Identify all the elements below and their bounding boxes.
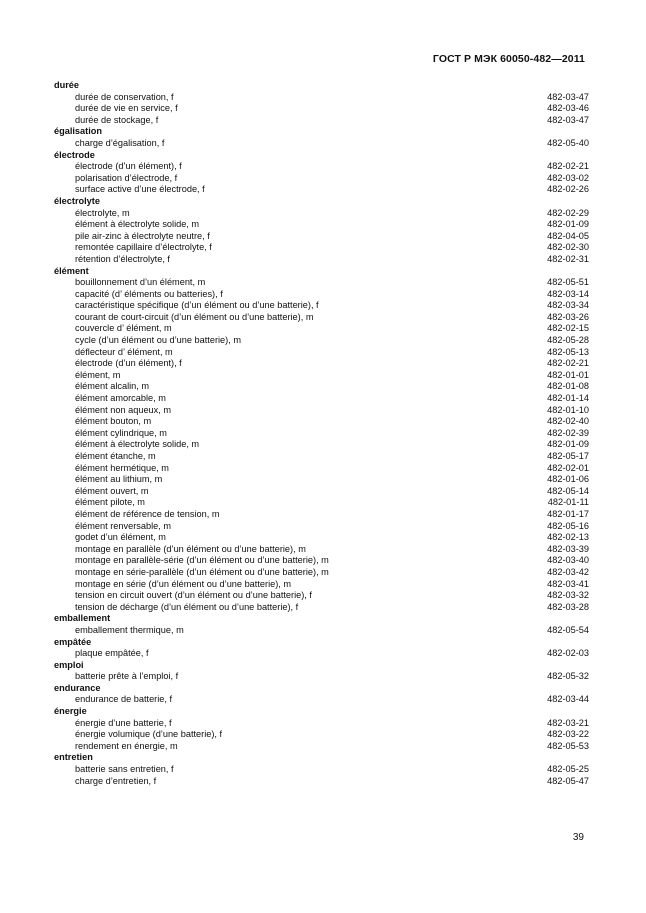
entry-text: élément bouton, m — [75, 416, 152, 427]
index-entry — [54, 729, 589, 741]
entry-code: 482-01-14 — [547, 393, 589, 404]
index-entry — [54, 567, 589, 579]
entry-text: élément à électrolyte solide, m — [75, 219, 200, 230]
entry-text: élément pilote, m — [75, 497, 145, 508]
index-entry — [54, 381, 589, 393]
index-entry — [54, 323, 589, 335]
entry-text: rendement en énergie, m — [75, 740, 178, 751]
entry-text: électrolyte, m — [75, 207, 130, 218]
entry-text: remontée capillaire d’électrolyte, f — [75, 242, 212, 253]
index-group — [54, 196, 589, 266]
index-entry — [54, 393, 589, 405]
entry-text: élément hermétique, m — [75, 462, 169, 473]
index-entry — [54, 579, 589, 591]
index-term: électrolyte — [54, 195, 100, 206]
index-entry — [54, 300, 589, 312]
index-entry — [54, 521, 589, 533]
entry-text: batterie prête à l’emploi, f — [75, 671, 179, 682]
entry-text: élément au lithium, m — [75, 474, 163, 485]
document-header: ГОСТ Р МЭК 60050-482—2011 — [432, 53, 585, 65]
index-entry — [54, 254, 589, 266]
entry-text: emballement thermique, m — [75, 624, 184, 635]
entry-code: 482-05-47 — [547, 775, 589, 786]
index-entry — [54, 416, 589, 428]
index-group — [54, 706, 589, 752]
index-entry — [54, 208, 589, 220]
index-entry — [54, 173, 589, 185]
entry-code: 482-05-25 — [547, 764, 589, 775]
entry-code: 482-02-15 — [547, 323, 589, 334]
entry-text: élément, m — [75, 369, 121, 380]
index-term: durée — [54, 80, 80, 90]
entry-code: 482-03-41 — [547, 578, 589, 589]
entry-code: 482-03-02 — [547, 172, 589, 183]
index-term: égalisation — [54, 126, 102, 137]
entry-text: montage en parallèle-série (d’un élément ou d’une batterie), m — [75, 555, 329, 566]
index-entry — [54, 92, 589, 104]
entry-text: électrode (d’un élément), f — [75, 161, 182, 172]
index-term: énergie — [54, 706, 87, 717]
index-entry — [54, 671, 589, 683]
entry-code: 482-05-54 — [547, 624, 589, 635]
entry-text: élément amorcable, m — [75, 393, 166, 404]
entry-text: tension de décharge (d’un élément ou d’une batterie), f — [75, 601, 299, 612]
term-index — [54, 80, 589, 787]
entry-code: 482-05-51 — [547, 277, 589, 288]
entry-code: 482-02-03 — [547, 648, 589, 659]
index-group — [54, 660, 589, 683]
index-entry — [54, 648, 589, 660]
index-group — [54, 126, 589, 149]
index-entry — [54, 138, 589, 150]
index-entry — [54, 347, 589, 359]
index-term: entretien — [54, 752, 93, 763]
entry-code: 482-01-17 — [547, 508, 589, 519]
index-entry — [54, 555, 589, 567]
index-group — [54, 637, 589, 660]
index-entry — [54, 590, 589, 602]
entry-text: couvercle d’ élément, m — [75, 323, 172, 334]
entry-text: montage en parallèle (d’un élément ou d’une batterie), m — [75, 543, 306, 554]
entry-code: 482-03-14 — [547, 288, 589, 299]
index-entry — [54, 231, 589, 243]
index-entry — [54, 439, 589, 451]
entry-code: 482-03-47 — [547, 114, 589, 125]
index-entry — [54, 602, 589, 614]
index-entry — [54, 764, 589, 776]
index-entry — [54, 532, 589, 544]
entry-code: 482-03-21 — [547, 717, 589, 728]
index-term: électrode — [54, 149, 95, 160]
entry-code: 482-01-11 — [547, 497, 589, 508]
entry-code: 482-03-34 — [547, 300, 589, 311]
entry-code: 482-01-06 — [547, 474, 589, 485]
entry-code: 482-05-40 — [547, 137, 589, 148]
index-entry — [54, 776, 589, 788]
index-group — [54, 613, 589, 636]
index-group — [54, 266, 589, 614]
entry-text: rétention d’électrolyte, f — [75, 253, 170, 264]
entry-code: 482-05-17 — [547, 451, 589, 461]
entry-text: déflecteur d’ élément, m — [75, 346, 173, 357]
index-group — [54, 752, 589, 787]
entry-code: 482-03-47 — [547, 91, 589, 102]
index-term: endurance — [54, 682, 101, 693]
index-group — [54, 150, 589, 196]
index-entry — [54, 463, 589, 475]
entry-text: cycle (d’un élément ou d’une batterie), m — [75, 335, 241, 346]
index-entry — [54, 486, 589, 498]
entry-text: énergie d’une batterie, f — [75, 717, 172, 728]
entry-text: godet d’un élément, m — [75, 532, 166, 543]
index-entry — [54, 694, 589, 706]
index-entry — [54, 428, 589, 440]
entry-text: élément ouvert, m — [75, 485, 149, 496]
entry-code: 482-03-44 — [547, 694, 589, 705]
entry-text: batterie sans entretien, f — [75, 764, 174, 775]
entry-code: 482-01-10 — [547, 404, 589, 415]
index-group — [54, 80, 589, 126]
entry-text: polarisation d’électrode, f — [75, 172, 178, 183]
entry-code: 482-03-46 — [547, 103, 589, 114]
entry-code: 482-03-26 — [547, 311, 589, 322]
index-entry — [54, 115, 589, 127]
entry-text: pile air-zinc à électrolyte neutre, f — [75, 230, 210, 241]
entry-code: 482-03-40 — [547, 555, 589, 566]
entry-code: 482-05-53 — [547, 740, 589, 751]
index-entry — [54, 451, 589, 463]
entry-code: 482-02-29 — [547, 207, 589, 218]
index-entry — [54, 474, 589, 486]
entry-text: courant de court-circuit (d’un élément ou d’une batterie), m — [75, 311, 314, 322]
entry-code: 482-02-26 — [547, 184, 589, 195]
index-entry — [54, 544, 589, 556]
index-entry — [54, 242, 589, 254]
entry-text: élément étanche, m — [75, 451, 156, 461]
entry-text: durée de vie en service, f — [75, 103, 178, 114]
entry-code: 482-01-09 — [547, 439, 589, 450]
entry-text: élément renversable, m — [75, 520, 172, 531]
entry-text: bouillonnement d’un élément, m — [75, 277, 206, 288]
entry-code: 482-03-42 — [547, 566, 589, 577]
entry-code: 482-02-13 — [547, 532, 589, 543]
entry-text: tension en circuit ouvert (d’un élément ou d’une batterie), f — [75, 590, 312, 601]
entry-text: élément à électrolyte solide, m — [75, 439, 200, 450]
entry-code: 482-05-16 — [547, 520, 589, 531]
index-entry — [54, 184, 589, 196]
entry-text: durée de conservation, f — [75, 91, 174, 102]
entry-text: énergie volumique (d’une batterie), f — [75, 729, 223, 740]
entry-code: 482-01-01 — [547, 369, 589, 380]
index-entry — [54, 358, 589, 370]
entry-code: 482-02-39 — [547, 427, 589, 438]
index-entry — [54, 277, 589, 289]
index-entry — [54, 219, 589, 231]
entry-text: caractéristique spécifique (d’un élément ou d’une batterie), f — [75, 300, 319, 311]
index-entry — [54, 405, 589, 417]
entry-text: élément de référence de tension, m — [75, 508, 220, 519]
entry-text: capacité (d’ éléments ou batteries), f — [75, 288, 223, 299]
entry-code: 482-02-21 — [547, 161, 589, 172]
entry-text: montage en série-parallèle (d’un élément ou d’une batterie), m — [75, 566, 329, 577]
entry-code: 482-02-30 — [547, 242, 589, 253]
entry-code: 482-02-40 — [547, 416, 589, 427]
entry-code: 482-01-09 — [547, 219, 589, 230]
entry-text: élément non aqueux, m — [75, 404, 172, 415]
entry-code: 482-05-28 — [547, 335, 589, 346]
index-entry — [54, 312, 589, 324]
entry-code: 482-03-39 — [547, 543, 589, 554]
entry-text: élément alcalin, m — [75, 381, 150, 392]
index-term: élément — [54, 265, 89, 276]
entry-text: plaque empâtée, f — [75, 648, 149, 659]
index-term: emploi — [54, 659, 84, 670]
index-entry — [54, 103, 589, 115]
entry-text: charge d’égalisation, f — [75, 137, 165, 148]
entry-text: surface active d’une électrode, f — [75, 184, 205, 195]
entry-code: 482-05-32 — [547, 671, 589, 682]
entry-code: 482-03-28 — [547, 601, 589, 612]
index-entry — [54, 161, 589, 173]
index-entry — [54, 718, 589, 730]
index-entry — [54, 625, 589, 637]
entry-text: durée de stockage, f — [75, 114, 159, 125]
index-group — [54, 683, 589, 706]
entry-code: 482-04-05 — [547, 230, 589, 241]
index-term: empâtée — [54, 636, 92, 647]
entry-code: 482-02-31 — [547, 253, 589, 264]
entry-text: montage en série (d’un élément ou d’une batterie), m — [75, 578, 292, 589]
index-entry — [54, 289, 589, 301]
entry-code: 482-03-22 — [547, 729, 589, 740]
entry-code: 482-03-32 — [547, 590, 589, 601]
entry-text: endurance de batterie, f — [75, 694, 173, 705]
index-entry — [54, 497, 589, 509]
entry-code: 482-01-08 — [547, 381, 589, 392]
entry-text: charge d’entretien, f — [75, 775, 157, 786]
entry-code: 482-02-21 — [547, 358, 589, 369]
entry-code: 482-02-01 — [547, 462, 589, 473]
entry-text: électrode (d’un élément), f — [75, 358, 182, 369]
index-term: emballement — [54, 613, 111, 624]
index-entry — [54, 370, 589, 382]
index-entry — [54, 509, 589, 521]
index-entry — [54, 741, 589, 753]
page-number: 39 — [572, 832, 584, 843]
index-entry — [54, 335, 589, 347]
entry-text: élément cylindrique, m — [75, 427, 167, 438]
entry-code: 482-05-14 — [547, 485, 589, 496]
entry-code: 482-05-13 — [547, 346, 589, 357]
